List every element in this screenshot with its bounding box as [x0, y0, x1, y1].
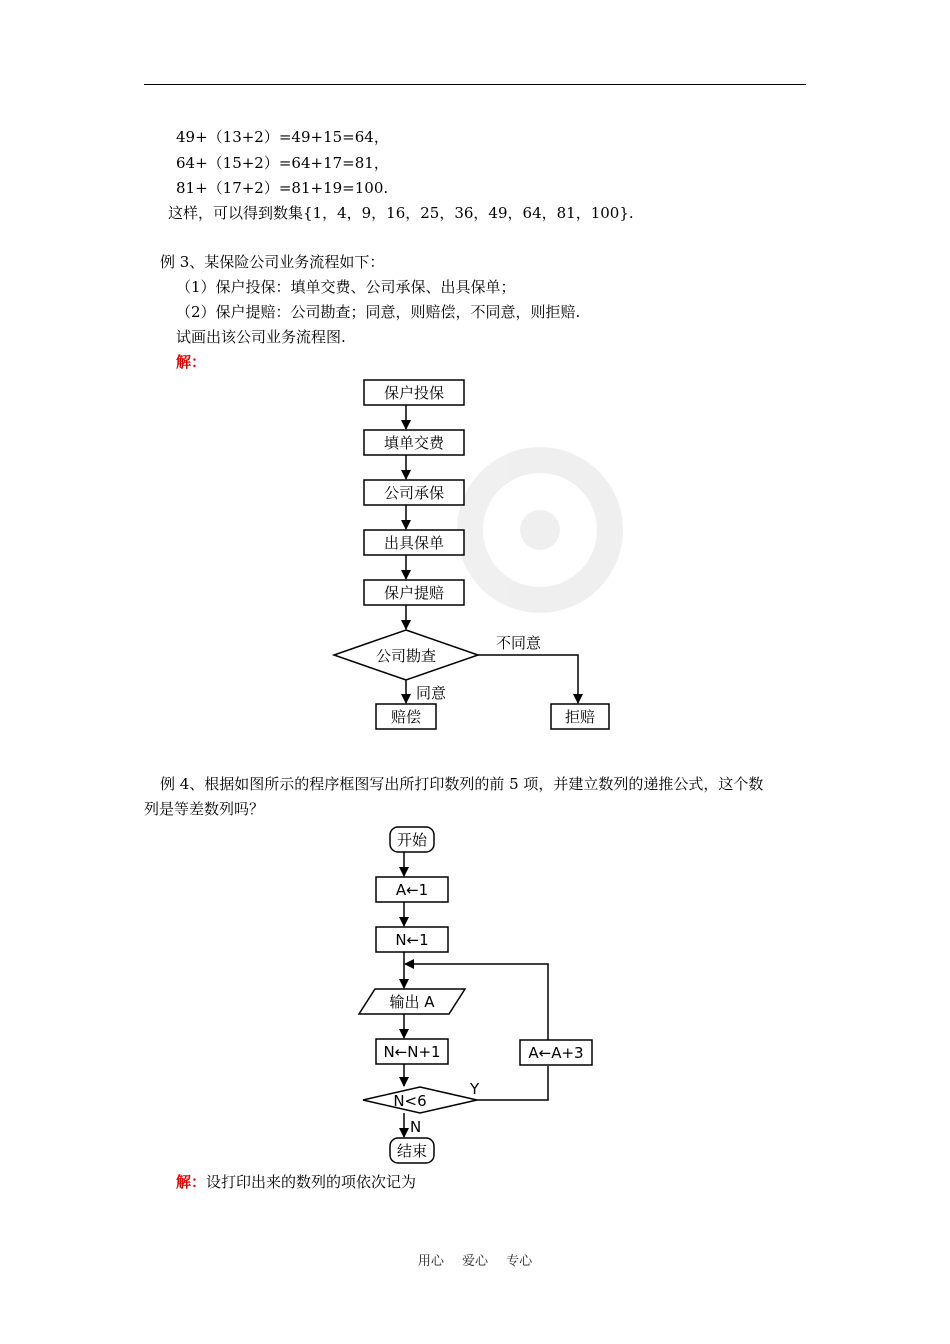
flow-update-a — [520, 1040, 592, 1065]
condition-no-label: N — [410, 1118, 422, 1136]
flow-condition — [363, 1087, 477, 1113]
flow-box-step4 — [364, 530, 464, 555]
calc-line-3: 81+（17+2）=81+19=100. — [176, 179, 389, 197]
svg-text:出具保单: 出具保单 — [383, 534, 445, 552]
svg-text:N<6: N<6 — [393, 1092, 427, 1110]
calc-line-1: 49+（13+2）=49+15=64， — [176, 128, 389, 146]
flow-assign-a — [376, 877, 448, 902]
example3-item-2: （2）保户提赔：公司勘查；同意，则赔偿，不同意，则拒赔. — [176, 303, 581, 321]
svg-text:保户提赔: 保户提赔 — [383, 584, 445, 602]
flow-increment-n — [376, 1039, 448, 1064]
svg-text:拒赔: 拒赔 — [564, 708, 596, 726]
calc-line-2: 64+（15+2）=64+17=81， — [176, 154, 389, 172]
flow-box-step1 — [364, 380, 464, 405]
flow-end — [390, 1138, 434, 1163]
watermark-logo — [470, 460, 610, 600]
flow-box-compensate — [376, 704, 436, 729]
svg-text:保户投保: 保户投保 — [383, 384, 445, 402]
flow-box-step5 — [364, 580, 464, 605]
example3-task: 试画出该公司业务流程图. — [176, 328, 346, 346]
condition-yes-label: Y — [470, 1080, 480, 1098]
flow-output — [359, 989, 465, 1014]
header-rule — [144, 84, 806, 85]
conclusion-line: 这样，可以得到数集{1，4，9，16，25，36，49，64，81，100}. — [168, 204, 634, 222]
svg-text:开始: 开始 — [396, 831, 428, 849]
svg-text:输出 A: 输出 A — [389, 993, 435, 1011]
flow-assign-n — [376, 927, 448, 952]
yes-branch-label: 同意 — [416, 684, 447, 702]
flow-decision-survey — [334, 630, 478, 680]
example3-title: 例 3、某保险公司业务流程如下： — [160, 253, 385, 271]
example4-line-2: 列是等差数列吗？ — [144, 800, 265, 818]
svg-text:A←A+3: A←A+3 — [528, 1044, 584, 1062]
svg-text:N←1: N←1 — [395, 931, 429, 949]
example4-answer-label: 解： — [176, 1173, 207, 1191]
insurance-flowchart — [320, 370, 630, 740]
page-footer: 用心 爱心 专心 — [417, 1254, 533, 1269]
example3-item-1: （1）保户投保：填单交费、公司承保、出具保单； — [176, 278, 516, 296]
example4-line-1: 例 4、根据如图所示的程序框图写出所打印数列的前 5 项，并建立数列的递推公式，这个数 — [160, 775, 764, 793]
flow-box-reject — [551, 704, 609, 729]
svg-text:公司勘查: 公司勘查 — [375, 647, 437, 665]
flow-box-step3 — [364, 480, 464, 505]
svg-text:A←1: A←1 — [395, 881, 429, 899]
sequence-flowchart — [350, 820, 610, 1170]
svg-text:N←N+1: N←N+1 — [383, 1043, 441, 1061]
svg-text:填单交费: 填单交费 — [383, 434, 445, 452]
svg-text:公司承保: 公司承保 — [383, 484, 445, 502]
example4-answer-text: 设打印出来的数列的项依次记为 — [206, 1173, 417, 1191]
svg-text:赔偿: 赔偿 — [390, 708, 422, 726]
no-branch-label: 不同意 — [496, 634, 542, 652]
example4-answer — [176, 1172, 416, 1192]
flow-start — [390, 827, 434, 852]
example3-answer-label: 解： — [176, 353, 207, 371]
flow-box-step2 — [364, 430, 464, 455]
svg-text:结束: 结束 — [396, 1142, 428, 1160]
